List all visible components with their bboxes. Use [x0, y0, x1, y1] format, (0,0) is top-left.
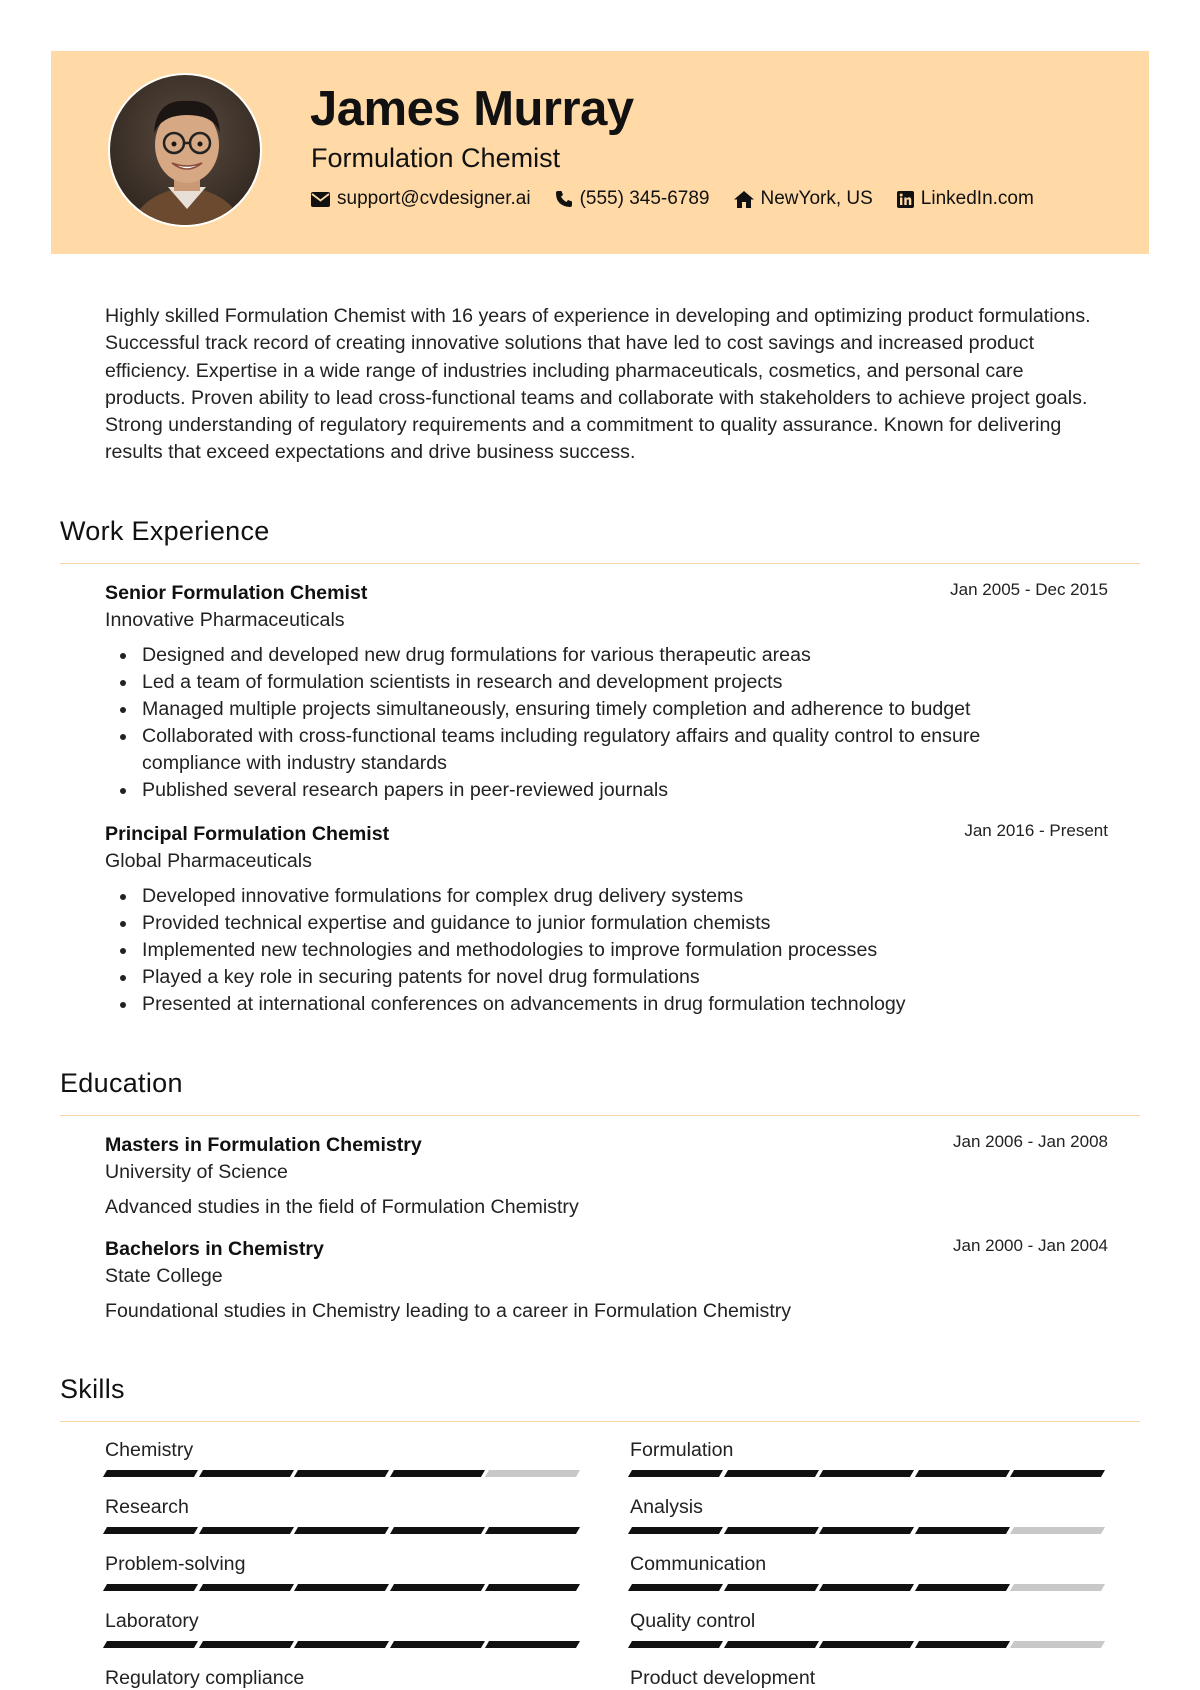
skill-label: Quality control: [630, 1610, 756, 1632]
skill-segment-filled: [1010, 1470, 1105, 1477]
list-item: Presented at international conferences on advancements in drug formulation technology: [142, 991, 1082, 1018]
skill-segment-empty: [1010, 1584, 1105, 1591]
portrait-image: [110, 75, 262, 227]
envelope-icon: [311, 192, 330, 207]
job-title: Senior Formulation Chemist: [105, 582, 368, 604]
skill-segment-filled: [628, 1641, 723, 1648]
section-title-skills: Skills: [60, 1374, 125, 1404]
job-bullets: [105, 883, 1082, 1018]
skill-segment-filled: [628, 1470, 723, 1477]
skill-item: [105, 1496, 583, 1534]
skill-level-bar: [630, 1584, 1108, 1591]
list-item: Developed innovative formulations for complex drug delivery systems: [142, 883, 1082, 910]
skill-item: [105, 1439, 583, 1477]
skill-level-bar: [105, 1641, 583, 1648]
linkedin-icon: [897, 191, 914, 208]
skill-level-bar: [105, 1584, 583, 1591]
skill-segment-filled: [294, 1641, 389, 1648]
list-item: Published several research papers in peer-reviewed journals: [142, 777, 1082, 804]
section-title-work: Work Experience: [60, 516, 270, 546]
skill-segment-filled: [724, 1584, 819, 1591]
email-text: support@cvdesigner.ai: [337, 188, 531, 209]
contact-email[interactable]: [311, 188, 531, 210]
skill-segment-filled: [628, 1527, 723, 1534]
list-item: Designed and developed new drug formulations for various therapeutic areas: [142, 642, 1082, 669]
skill-label: Problem-solving: [105, 1553, 246, 1575]
school-name: State College: [105, 1265, 223, 1287]
skill-segment-filled: [103, 1641, 198, 1648]
skill-level-bar: [105, 1470, 583, 1477]
candidate-title: Formulation Chemist: [311, 143, 561, 173]
location-text: NewYork, US: [760, 188, 873, 209]
section-divider: [60, 1115, 1140, 1116]
avatar: [108, 73, 262, 227]
skill-level-bar: [105, 1527, 583, 1534]
linkedin-text: LinkedIn.com: [920, 188, 1034, 209]
skill-segment-filled: [199, 1527, 294, 1534]
skill-segment-filled: [390, 1527, 485, 1534]
contact-phone[interactable]: [555, 188, 710, 210]
skill-segment-filled: [724, 1470, 819, 1477]
skill-segment-filled: [724, 1641, 819, 1648]
skill-segment-filled: [819, 1641, 914, 1648]
skill-segment-filled: [915, 1470, 1010, 1477]
home-icon: [734, 191, 754, 208]
skill-item: [630, 1610, 1108, 1648]
list-item: Implemented new technologies and methodologies to improve formulation processes: [142, 937, 1082, 964]
skill-label: Chemistry: [105, 1439, 194, 1461]
skill-segment-filled: [819, 1527, 914, 1534]
skill-segment-filled: [915, 1584, 1010, 1591]
skill-segment-filled: [199, 1641, 294, 1648]
skill-segment-filled: [485, 1584, 580, 1591]
skill-label: Regulatory compliance: [105, 1667, 305, 1689]
skill-segment-filled: [819, 1470, 914, 1477]
skill-item: [630, 1667, 1108, 1690]
skill-segment-filled: [390, 1584, 485, 1591]
school-name: University of Science: [105, 1161, 288, 1183]
section-title-education: Education: [60, 1068, 183, 1098]
resume-header: [51, 51, 1149, 254]
skill-item: [105, 1667, 583, 1690]
degree-title: Bachelors in Chemistry: [105, 1238, 324, 1260]
skill-segment-filled: [724, 1527, 819, 1534]
skill-segment-empty: [1010, 1641, 1105, 1648]
skill-segment-filled: [294, 1527, 389, 1534]
skill-segment-filled: [199, 1584, 294, 1591]
degree-dates: Jan 2006 - Jan 2008: [952, 1132, 1108, 1151]
skill-segment-empty: [485, 1470, 580, 1477]
skill-level-bar: [630, 1527, 1108, 1534]
section-divider: [60, 1421, 1140, 1422]
skill-segment-filled: [390, 1641, 485, 1648]
skill-label: Communication: [630, 1553, 767, 1575]
skill-item: [105, 1610, 583, 1648]
skill-segment-filled: [485, 1527, 580, 1534]
skill-segment-filled: [915, 1527, 1010, 1534]
skill-level-bar: [630, 1641, 1108, 1648]
skill-item: [105, 1553, 583, 1591]
skill-segment-filled: [628, 1584, 723, 1591]
list-item: Provided technical expertise and guidance to junior formulation chemists: [142, 910, 1082, 937]
contact-location: [734, 188, 873, 210]
list-item: Played a key role in securing patents for novel drug formulations: [142, 964, 1082, 991]
job-bullets: [105, 642, 1082, 804]
degree-description: Foundational studies in Chemistry leading to a career in Formulation Chemistry: [105, 1300, 792, 1322]
skill-level-bar: [630, 1470, 1108, 1477]
skill-segment-filled: [199, 1470, 294, 1477]
skill-segment-filled: [103, 1527, 198, 1534]
job-dates: Jan 2005 - Dec 2015: [950, 580, 1108, 599]
job-dates: Jan 2016 - Present: [964, 821, 1108, 840]
skill-segment-filled: [103, 1584, 198, 1591]
contact-list: [311, 188, 1058, 210]
job-title: Principal Formulation Chemist: [105, 823, 390, 845]
degree-title: Masters in Formulation Chemistry: [105, 1134, 422, 1156]
job-company: Innovative Pharmaceuticals: [105, 609, 345, 631]
list-item: Managed multiple projects simultaneously, ensuring timely completion and adherence to budget: [142, 696, 1082, 723]
skill-item: [630, 1496, 1108, 1534]
skill-label: Research: [105, 1496, 189, 1518]
degree-description: Advanced studies in the field of Formulation Chemistry: [105, 1196, 579, 1218]
skill-segment-filled: [103, 1470, 198, 1477]
skill-label: Product development: [630, 1667, 816, 1689]
degree-dates: Jan 2000 - Jan 2004: [952, 1236, 1108, 1255]
list-item: Led a team of formulation scientists in research and development projects: [142, 669, 1082, 696]
skill-segment-empty: [1010, 1527, 1105, 1534]
skill-label: Laboratory: [105, 1610, 199, 1632]
skill-segment-filled: [485, 1641, 580, 1648]
candidate-name: James Murray: [310, 82, 634, 136]
skill-segment-filled: [819, 1584, 914, 1591]
skill-label: Formulation: [630, 1439, 734, 1461]
contact-linkedin[interactable]: [897, 188, 1034, 210]
skill-segment-filled: [294, 1584, 389, 1591]
skill-label: Analysis: [630, 1496, 703, 1518]
skill-segment-filled: [915, 1641, 1010, 1648]
skill-item: [630, 1553, 1108, 1591]
phone-text: (555) 345-6789: [579, 188, 710, 209]
skill-segment-filled: [390, 1470, 485, 1477]
phone-icon: [555, 190, 573, 208]
skill-segment-filled: [294, 1470, 389, 1477]
skill-item: [630, 1439, 1108, 1477]
profile-summary: Highly skilled Formulation Chemist with 16 years of experience in developing and optimizing product formulations. Successful track record of creating innovative solutions that have led to cost savings and increased product efficiency. Expertise in a wide range of industries including pharmaceuticals, cosmetics, and personal care products. Proven ability to lead cross-functional teams and collaborate with stakeholders to achieve project goals. Strong understanding of regulatory requirements and a commitment to quality assurance. Known for delivering results that exceed expectations and drive business success.: [105, 305, 1091, 464]
section-divider: [60, 563, 1140, 564]
list-item: Collaborated with cross-functional teams including regulatory affairs and quality control to ensure compliance with industry standards: [142, 723, 1082, 777]
job-company: Global Pharmaceuticals: [105, 850, 312, 872]
